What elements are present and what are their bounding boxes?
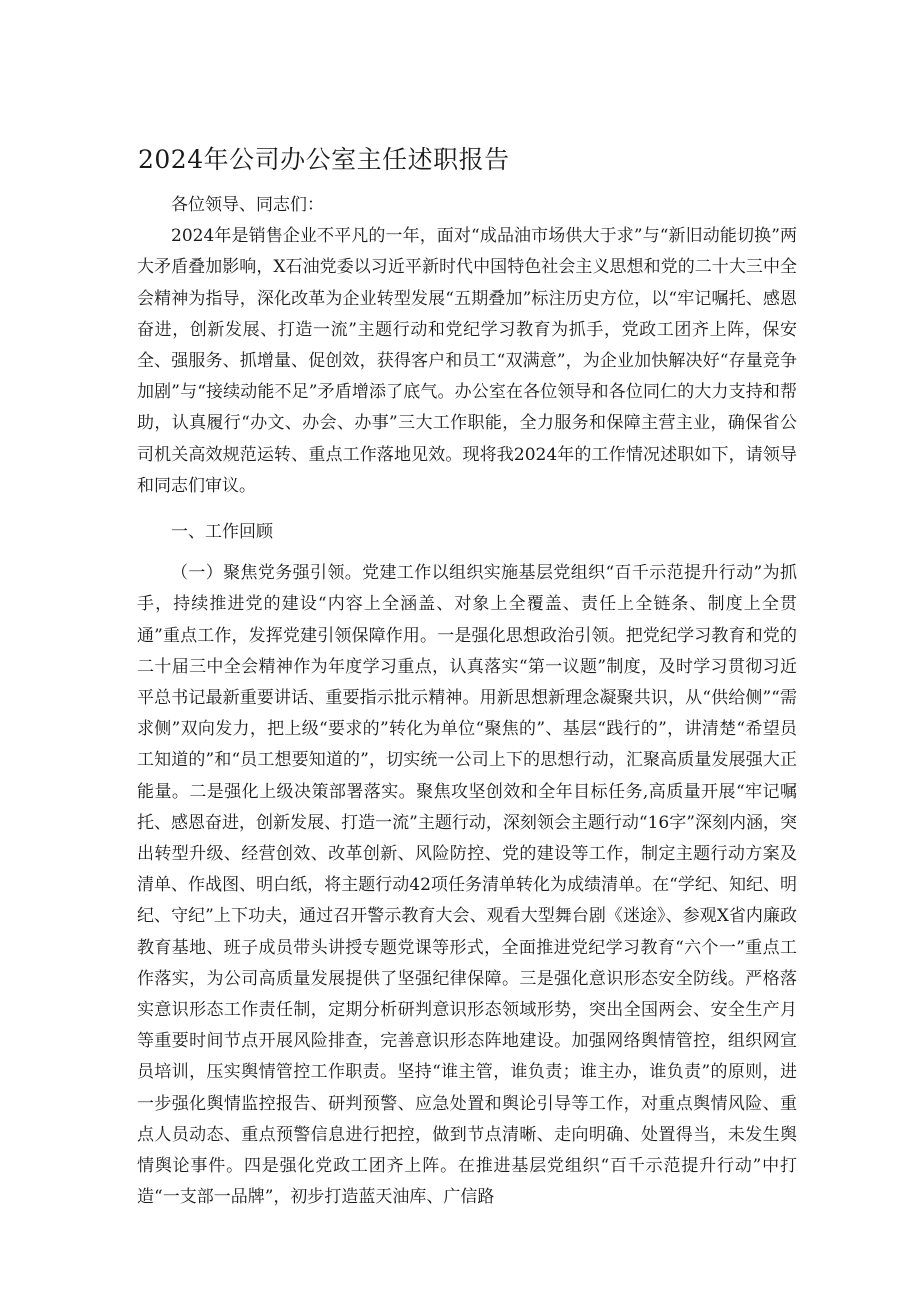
document-body — [137, 190, 797, 1214]
greeting: 各位领导、同志们： — [171, 195, 324, 215]
work-review-paragraph: （一）聚焦党务强引领。党建工作以组织实施基层党组织“百千示范提升行动”为抓手，持续推进党的建设“内容上全涵盖、对象上全覆盖、责任上全链条、制度上全贯通”重点工作，发挥党建引领保障作用。一是强化思想政治引领。把党纪学习教育和党的二十届三中全会精神作为年度学习重点，认真落实“第一议题”制度，及时学习贯彻习近平总书记最新重要讲话、重要指示批示精神。用新思想新理念凝聚共识，从“供给侧”“需求侧”双向发力，把上级“要求的”转化为单位“聚焦的”、基层“践行的”，讲清楚“希望员工知道的”和“员工想要知道的”，切实统一公司上下的思想行动，汇聚高质量发展强大正能量。二是强化上级决策部署落实。聚焦攻坚创效和全年目标任务,高质量开展“牢记嘱托、感恩奋进，创新发展、打造一流”主题行动，深刻领会主题行动“16字”深刻内涵，突出转型升级、经营创效、改革创新、风险防控、党的建设等工作，制定主题行动方案及清单、作战图、明白纸，将主题行动42项任务清单转化为成绩清单。在“学纪、知纪、明纪、守纪”上下功夫，通过召开警示教育大会、观看大型舞台剧《迷途》、参观X省内廉政教育基地、班子成员带头讲授专题党课等形式，全面推进党纪学习教育“六个一”重点工作落实，为公司高质量发展提供了坚强纪律保障。三是强化意识形态安全防线。严格落实意识形态工作责任制，定期分析研判意识形态领域形势，突出全国两会、安全生产月等重要时间节点开展风险排查，完善意识形态阵地建设。加强网络舆情管控，组织网宣员培训，压实舆情管控工作职责。坚持“谁主管，谁负责；谁主办，谁负责”的原则，进一步强化舆情监控报告、研判预警、应急处置和舆论引导等工作，对重点舆情风险、重点人员动态、重点预警信息进行把控，做到节点清晰、走向明确、处置得当，未发生舆情舆论事件。四是强化党政工团齐上阵。在推进基层党组织“百千示范提升行动”中打造“一支部一品牌”，初步打造蓝天油库、广信路 — [137, 563, 797, 1208]
intro-paragraph: 2024年是销售企业不平凡的一年，面对“成品油市场供大于求”与“新旧动能切换”两大矛盾叠加影响，X石油党委以习近平新时代中国特色社会主义思想和党的二十大三中全会精神为指导，深化改革为企业转型发展“五期叠加”标注历史方位，以“牢记嘱托、感恩奋进，创新发展、打造一流”主题行动和党纪学习教育为抓手，党政工团齐上阵，保安全、强服务、抓增量、促创效，获得客户和员工“双满意”，为企业加快解决好“存量竞争加剧”与“接续动能不足”矛盾增添了底气。办公室在各位领导和各位同仁的大力支持和帮助，认真履行“办文、办会、办事”三大工作职能，全力服务和保障主营主业，确保省公司机关高效规范运转、重点工作落地见效。现将我2024年的工作情况述职如下，请领导和同志们审议。 — [137, 226, 797, 496]
page-title: 2024年公司办公室主任述职报告 — [138, 145, 510, 174]
section-heading: 一、工作回顾 — [171, 522, 273, 543]
